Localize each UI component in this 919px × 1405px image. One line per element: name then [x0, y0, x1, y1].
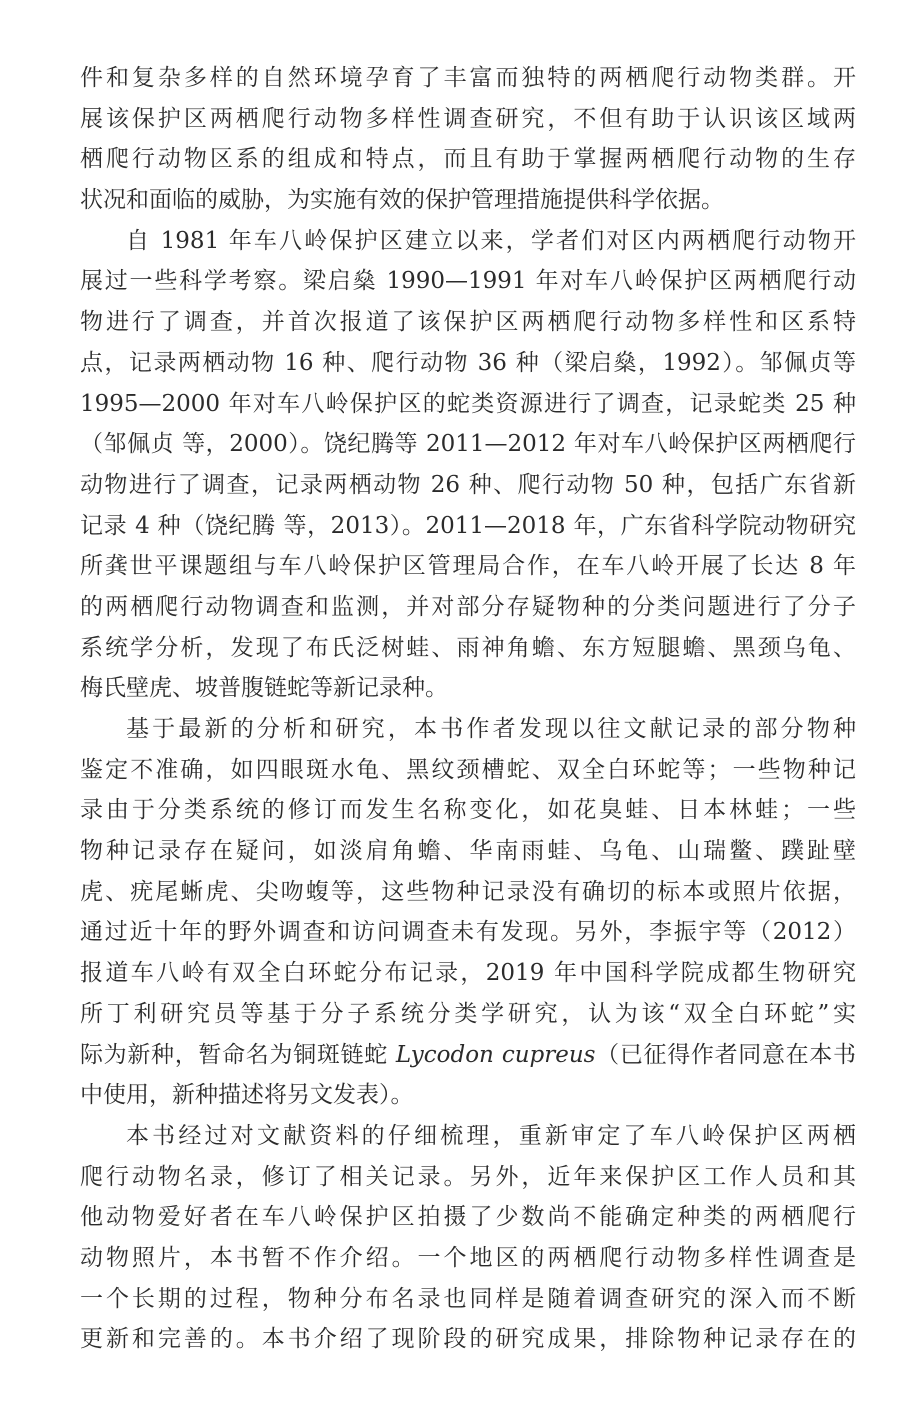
text-line: 物种记录存在疑问，如淡肩角蟾、华南雨蛙、乌龟、山瑞鳖、蹼趾壁 [80, 838, 856, 865]
text-line: 梅氏壁虎、坡普腹链蛇等新记录种。 [80, 675, 448, 702]
text-line: 1995—2000 年对车八岭保护区的蛇类资源进行了调查，记录蛇类 25 种 [80, 390, 856, 417]
text-line: 本书经过对文献资料的仔细梳理，重新审定了车八岭保护区两栖 [126, 1122, 856, 1149]
text-line: 展该保护区两栖爬行动物多样性调查研究，不但有助于认识该区域两 [80, 105, 856, 132]
text-line: 动物进行了调查，记录两栖动物 26 种、爬行动物 50 种，包括广东省新 [80, 471, 856, 498]
text-line-with-latin-name [80, 1035, 856, 1076]
text-line: 更新和完善的。本书介绍了现阶段的研究成果，排除物种记录存在的 [80, 1326, 856, 1353]
text-line: 的两栖爬行动物调查和监测，并对部分存疑物种的分类问题进行了分子 [80, 593, 856, 620]
text-line: 中使用，新种描述将另文发表）。 [80, 1082, 414, 1109]
text-line: 所丁利研究员等基于分子系统分类学研究，认为该“双全白环蛇”实 [80, 1000, 856, 1027]
text-line: 件和复杂多样的自然环境孕育了丰富而独特的两栖爬行动物类群。开 [80, 65, 856, 91]
text-line: （邹佩贞 等，2000）。饶纪腾等 2011—2012 年对车八岭保护区两栖爬行 [80, 431, 856, 458]
paragraph-4 [80, 1116, 856, 1360]
text-line: 点，记录两栖动物 16 种、爬行动物 36 种（梁启燊，1992）。邹佩贞等 [80, 349, 856, 376]
text-line: 所龚世平课题组与车八岭保护区管理局合作，在车八岭开展了长达 8 年 [80, 553, 856, 580]
text-line: 一个长期的过程，物种分布名录也同样是随着调查研究的深入而不断 [80, 1285, 856, 1312]
paragraph-1 [80, 58, 856, 221]
text-line: 录由于分类系统的修订而发生名称变化，如花臭蛙、日本林蛙；一些 [80, 797, 856, 824]
text-line: 动物照片，本书暂不作介绍。一个地区的两栖爬行动物多样性调查是 [80, 1244, 856, 1271]
text-line: 通过近十年的野外调查和访问调查未有发现。另外，李振宇等（2012） [80, 919, 856, 946]
text-line: 展过一些科学考察。梁启燊 1990—1991 年对车八岭保护区两栖爬行动 [80, 268, 856, 295]
text-line: 他动物爱好者在车八岭保护区拍摄了少数尚不能确定种类的两栖爬行 [80, 1204, 856, 1231]
text-segment: （已征得作者同意在本书 [595, 1041, 856, 1068]
text-line: 状况和面临的威胁，为实施有效的保护管理措施提供科学依据。 [80, 187, 724, 214]
paragraph-3 [80, 709, 856, 1116]
text-line: 爬行动物名录，修订了相关记录。另外，近年来保护区工作人员和其 [80, 1163, 856, 1190]
text-line: 栖爬行动物区系的组成和特点，而且有助于掌握两栖爬行动物的生存 [80, 146, 856, 173]
text-line: 物进行了调查，并首次报道了该保护区两栖爬行动物多样性和区系特 [80, 309, 856, 336]
page-body [80, 58, 856, 1360]
text-segment: 际为新种，暂命名为铜斑链蛇 [80, 1041, 396, 1068]
text-line: 基于最新的分析和研究，本书作者发现以往文献记录的部分物种 [126, 716, 856, 742]
species-latin-name: Lycodon cupreus [395, 1041, 596, 1068]
text-line: 报道车八岭有双全白环蛇分布记录，2019 年中国科学院成都生物研究 [80, 960, 856, 987]
text-line: 虎、疣尾蜥虎、尖吻蝮等，这些物种记录没有确切的标本或照片依据， [80, 878, 856, 905]
text-line: 鉴定不准确，如四眼斑水龟、黑纹颈槽蛇、双全白环蛇等；一些物种记 [80, 756, 856, 783]
text-line: 自 1981 年车八岭保护区建立以来，学者们对区内两栖爬行动物开 [126, 227, 856, 254]
text-line: 系统学分析，发现了布氏泛树蛙、雨神角蟾、东方短腿蟾、黑颈乌龟、 [80, 634, 856, 661]
paragraph-2 [80, 221, 856, 709]
text-line: 记录 4 种（饶纪腾 等，2013）。2011—2018 年，广东省科学院动物研究 [80, 512, 856, 539]
